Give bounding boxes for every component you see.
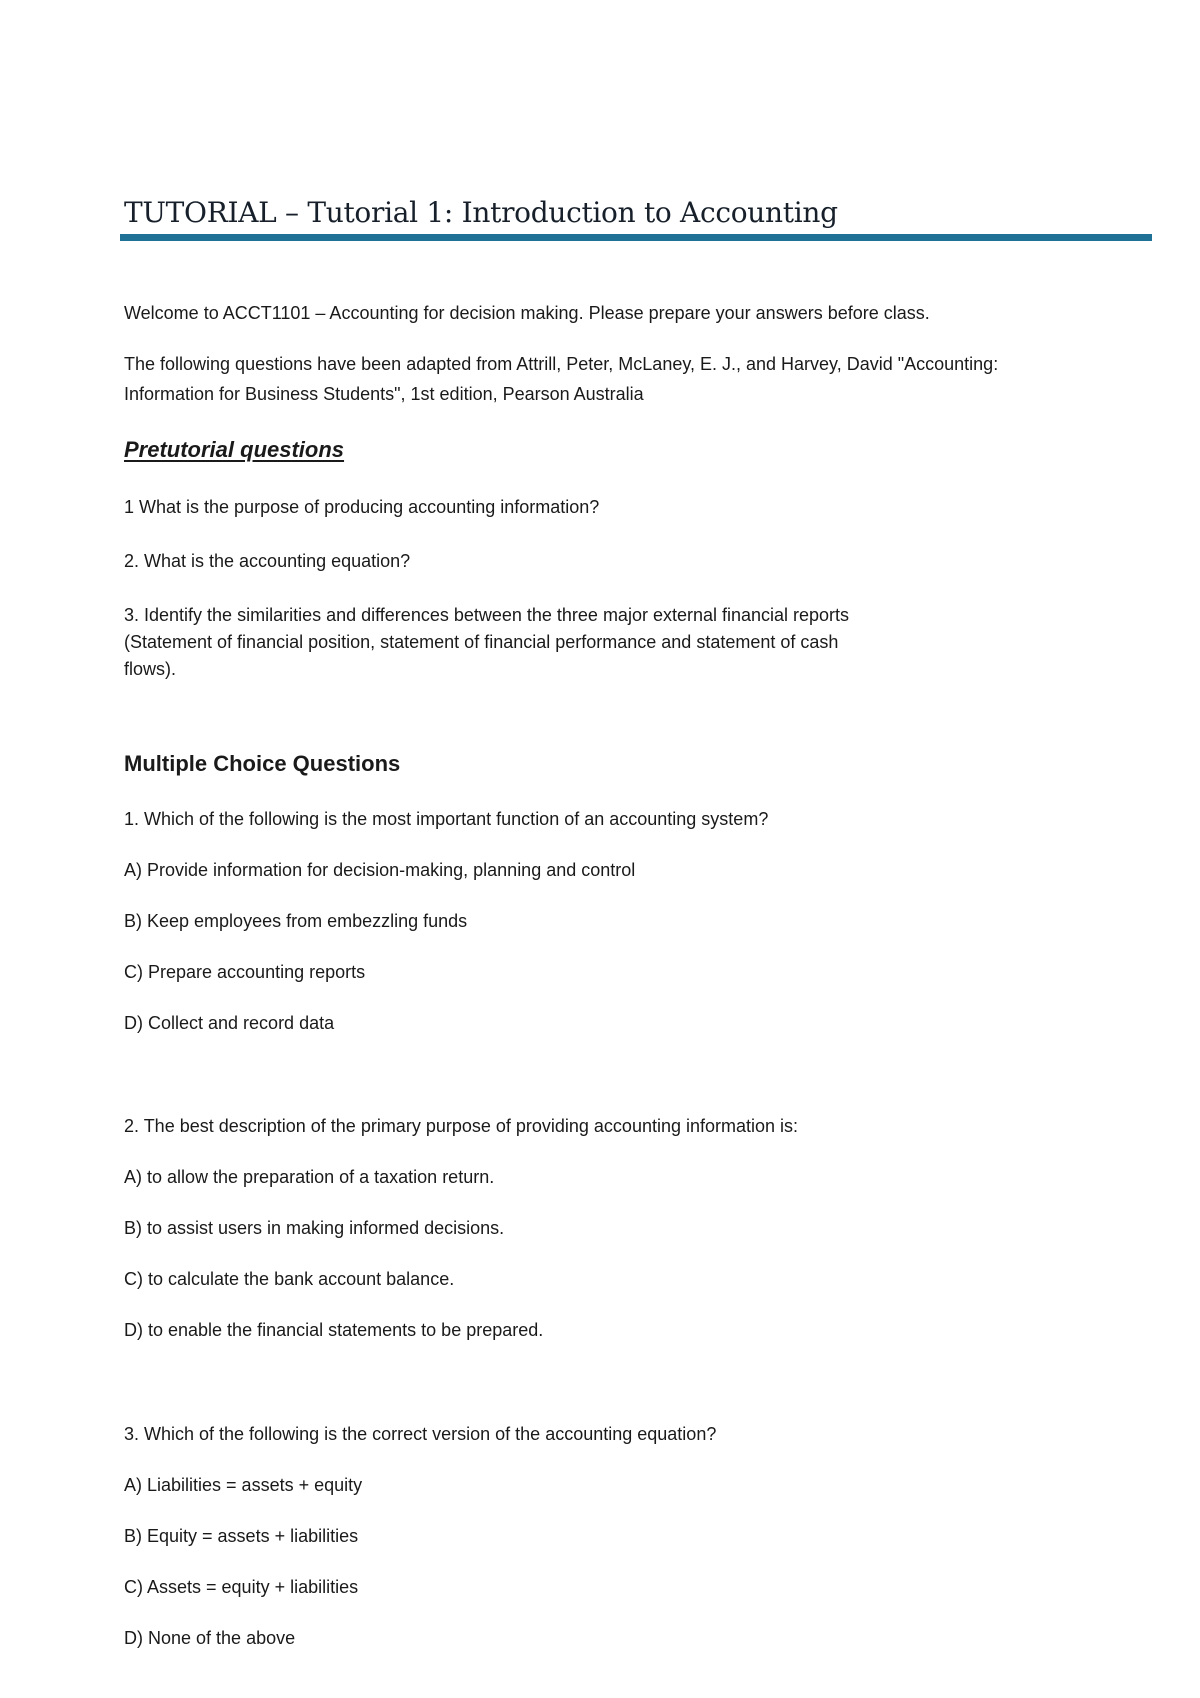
mcq-1-option-a: A) Provide information for decision-making, planning and control xyxy=(124,860,636,880)
mcq-question-3: 3. Which of the following is the correct version of the accounting equation? xyxy=(124,1424,717,1444)
mcq-3-option-b: B) Equity = assets + liabilities xyxy=(124,1526,359,1546)
mcq-1-option-c: C) Prepare accounting reports xyxy=(124,962,366,982)
pretutorial-question-3-line-1: 3. Identify the similarities and differences between the three major external financial reports xyxy=(124,605,850,625)
mcq-3-option-c: C) Assets = equity + liabilities xyxy=(124,1577,359,1597)
mcq-question-1: 1. Which of the following is the most important function of an accounting system? xyxy=(124,809,769,829)
pretutorial-question-1: 1 What is the purpose of producing accounting information? xyxy=(124,497,600,517)
mcq-3-option-a: A) Liabilities = assets + equity xyxy=(124,1475,363,1495)
mcq-2-option-b: B) to assist users in making informed decisions. xyxy=(124,1218,505,1238)
mcq-1-option-b: B) Keep employees from embezzling funds xyxy=(124,911,468,931)
pretutorial-heading: Pretutorial questions xyxy=(124,437,345,462)
source-text-line-2: Information for Business Students", 1st edition, Pearson Australia xyxy=(124,384,644,404)
mcq-heading: Multiple Choice Questions xyxy=(124,751,401,776)
mcq-question-2: 2. The best description of the primary purpose of providing accounting information is: xyxy=(124,1116,799,1136)
pretutorial-question-3-line-2: (Statement of financial position, statement of financial performance and statement of cash xyxy=(124,632,839,652)
mcq-2-option-a: A) to allow the preparation of a taxation return. xyxy=(124,1167,495,1187)
mcq-2-option-c: C) to calculate the bank account balance. xyxy=(124,1269,455,1289)
welcome-text: Welcome to ACCT1101 – Accounting for decision making. Please prepare your answers before class. xyxy=(124,303,930,323)
mcq-2-option-d: D) to enable the financial statements to be prepared. xyxy=(124,1320,544,1340)
pretutorial-question-2: 2. What is the accounting equation? xyxy=(124,551,411,571)
mcq-1-option-d: D) Collect and record data xyxy=(124,1013,335,1033)
mcq-3-option-d: D) None of the above xyxy=(124,1628,296,1648)
title-rule xyxy=(120,234,1152,241)
pretutorial-question-3-line-3: flows). xyxy=(124,659,177,679)
source-text-line-1: The following questions have been adapted from Attrill, Peter, McLaney, E. J., and Harvey, David "Accounting: xyxy=(124,354,999,374)
document-title: TUTORIAL – Tutorial 1: Introduction to Accounting xyxy=(124,196,838,229)
